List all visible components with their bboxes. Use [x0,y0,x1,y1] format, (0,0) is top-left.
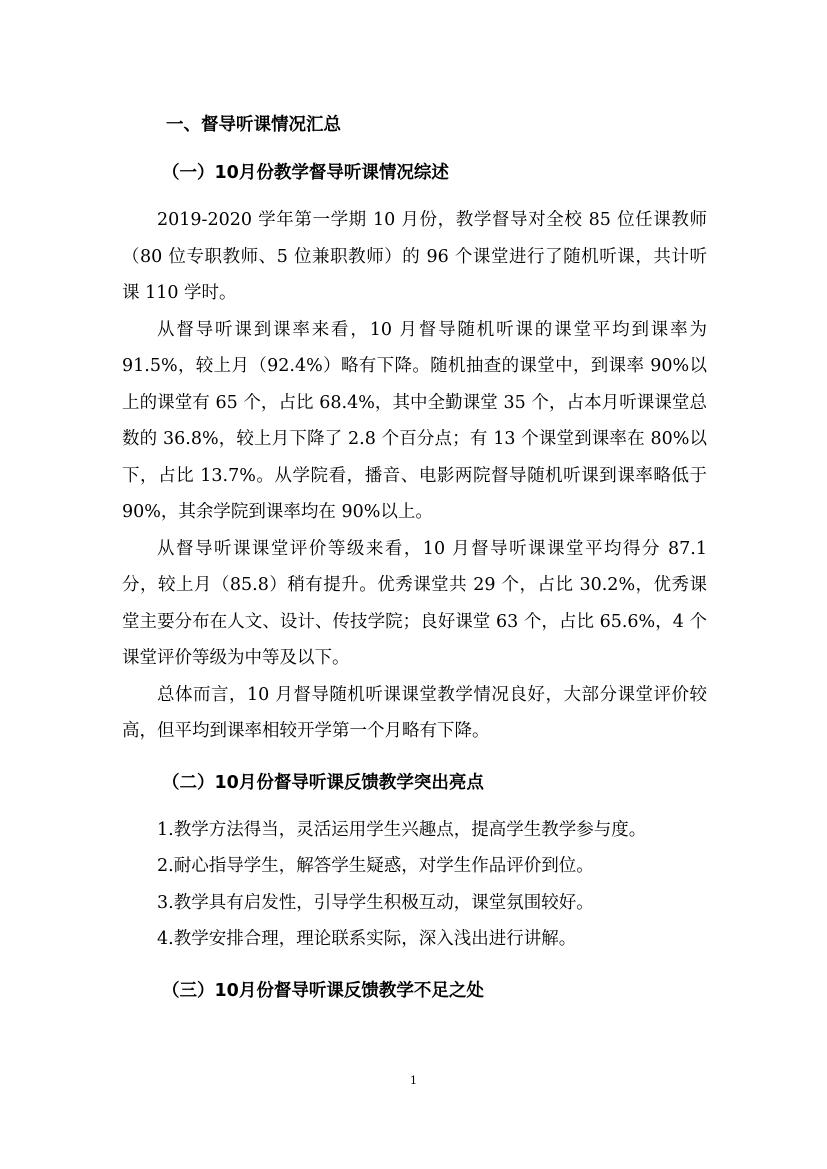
section-2-title: （二）10月份督导听课反馈教学突出亮点 [162,772,484,793]
list-item: 2.耐心指导学生，解答学生疑惑，对学生作品评价到位。 [157,856,594,876]
section-1-title: （一）10月份教学督导听课情况综述 [162,163,449,183]
main-heading: 一、督导听课情况汇总 [166,115,341,135]
section-1-paragraph-1: 2019-2020 学年第一学期 10 月份，教学督导对全校 85 位任课教师（80 位专职教师、5 位兼职教师）的 96 个课堂进行了随机听课，共计听课 110 学时。 [122,210,707,303]
document-body [122,110,707,1020]
section-1-paragraph-4: 总体而言，10 月督导随机听课课堂教学情况良好，大部分课堂评价较高，但平均到课率相较开学第一个月略有下降。 [122,684,707,741]
section-3-title: （三）10月份督导听课反馈教学不足之处 [162,980,484,1001]
section-1-paragraph-2: 从督导听课到课率来看，10 月督导随机听课的课堂平均到课率为 91.5%，较上月（92.4%）略有下降。随机抽查的课堂中，到课率 90%以上的课堂有 65 个，占比 68.4%，其中全勤课堂 35 个，占本月听课课堂总数的 36.8%，较上月下降了 2.8 个百分点；有 13 个课堂到课率在 80%以下，占比 13.7%。从学院看，播音、电影两院督导随机听课到课率略低于 90%，其余学院到课率均在 90%以上。 [122,319,707,522]
list-item: 3.教学具有启发性，引导学生积极互动，课堂氛围较好。 [157,892,594,913]
section-1-paragraph-3: 从督导听课课堂评价等级来看，10 月督导听课课堂平均得分 87.1 分，较上月（85.8）稍有提升。优秀课堂共 29 个，占比 30.2%，优秀课堂主要分布在人文、设计、传技学院；良好课堂 63 个，占比 65.6%，4 个课堂评价等级为中等及以下。 [122,538,707,668]
list-item: 1.教学方法得当，灵活运用学生兴趣点，提高学生教学参与度。 [157,819,647,840]
page-number: 1 [410,1074,417,1087]
highlights-list [122,812,707,958]
list-item: 4.教学安排合理，理论联系实际，深入浅出进行讲解。 [157,929,577,949]
